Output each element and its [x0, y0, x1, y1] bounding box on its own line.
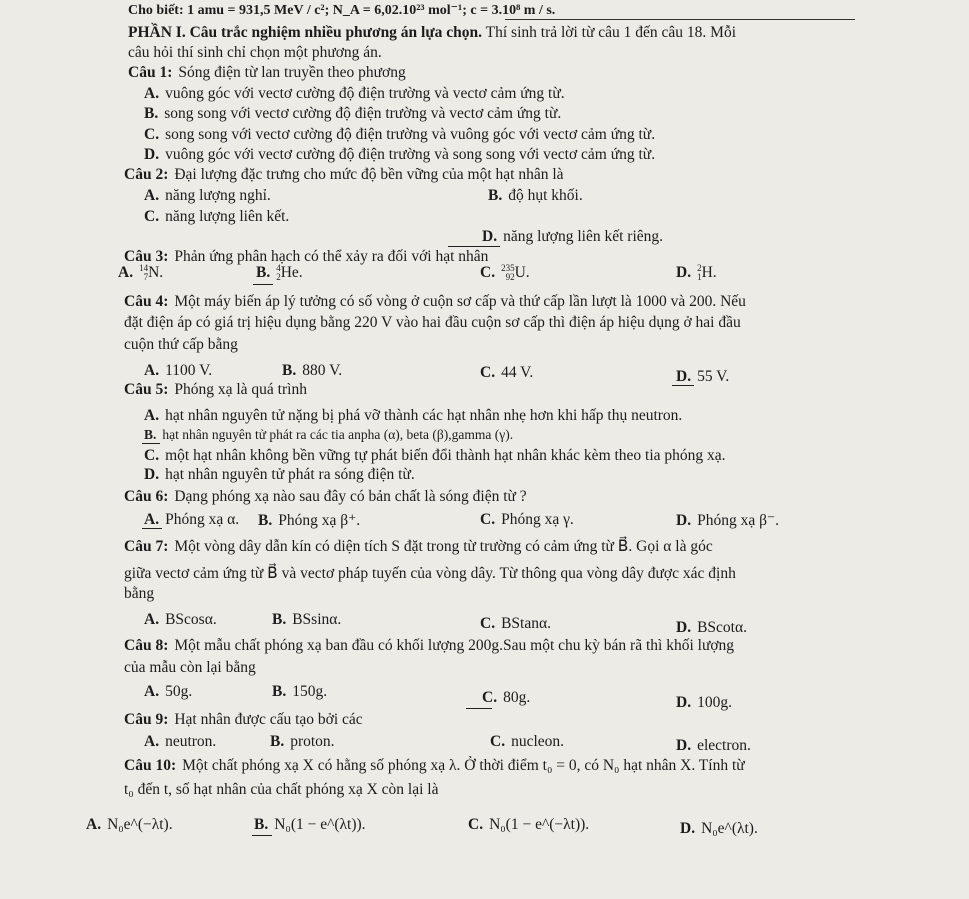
option-7c[interactable]: C. BStanα.: [480, 615, 551, 632]
option-3a[interactable]: A. 14 7N.: [118, 263, 164, 283]
question-number: Câu 4:: [124, 293, 169, 310]
option-7a[interactable]: A. BScosα.: [144, 611, 217, 628]
question-text: Phóng xạ là quá trình: [174, 381, 307, 398]
option-3b[interactable]: B. 4 2He.: [256, 263, 303, 283]
constants-line: Cho biết: 1 amu = 931,5 MeV / c²; N_A = 6,02.10²³ mol⁻¹; c = 3.10⁸ m / s.: [128, 3, 556, 18]
option-1a[interactable]: A. vuông góc với vectơ cường độ điện trường và vectơ cảm ứng từ.: [144, 85, 565, 102]
question-text-2: của mẫu còn lại bằng: [124, 659, 256, 676]
question-number: Câu 6:: [124, 488, 169, 505]
option-1d[interactable]: D. vuông góc với vectơ cường độ điện trường và song song với vectơ cảm ứng từ.: [144, 146, 656, 163]
option-8a[interactable]: A. 50g.: [144, 683, 193, 700]
answer-underline: [253, 284, 273, 285]
question-1: [128, 64, 406, 82]
question-4: [124, 293, 746, 311]
part-intro-1: Thí sinh trả lời từ câu 1 đến câu 18. Mỗi: [485, 24, 736, 41]
question-number: Câu 3:: [124, 248, 169, 265]
option-2c[interactable]: C. năng lượng liên kết.: [144, 208, 290, 225]
question-number: Câu 9:: [124, 711, 169, 728]
option-2d[interactable]: D. năng lượng liên kết riêng.: [482, 228, 664, 245]
option-2b[interactable]: B. độ hụt khối.: [488, 187, 583, 204]
question-text-2: t₀ đến t, số hạt nhân của chất phóng xạ X còn lại là: [124, 781, 439, 798]
option-5a[interactable]: A. hạt nhân nguyên tử nặng bị phá vỡ thành các hạt nhân nhẹ hơn khi hấp thụ neutron.: [144, 407, 683, 424]
option-5d[interactable]: D. hạt nhân nguyên tử phát ra sóng điện từ.: [144, 466, 415, 483]
question-8: [124, 637, 734, 655]
answer-underline: [142, 443, 160, 444]
question-text-1: Một máy biến áp lý tưởng có số vòng ở cuộn sơ cấp và thứ cấp lần lượt là 1000 và 200. Nếu: [174, 293, 746, 310]
question-6: [124, 488, 527, 506]
question-number: Câu 5:: [124, 381, 169, 398]
option-10d[interactable]: D. N₀e^(λt).: [680, 820, 758, 837]
option-6d[interactable]: D. Phóng xạ β⁻.: [676, 512, 780, 529]
option-4a[interactable]: A. 1100 V.: [144, 362, 213, 379]
option-8b[interactable]: B. 150g.: [272, 683, 328, 700]
question-7: [124, 537, 713, 556]
part-title: PHẦN I. Câu trắc nghiệm nhiều phương án lựa chọn.: [128, 24, 483, 41]
question-text: Dạng phóng xạ nào sau đây có bản chất là sóng điện từ ?: [174, 488, 527, 505]
question-number: Câu 10:: [124, 757, 177, 774]
question-text: Đại lượng đặc trưng cho mức độ bền vững của một hạt nhân là: [174, 166, 564, 183]
question-text: Phản ứng phân hạch có thể xảy ra đối với hạt nhân: [174, 248, 489, 265]
option-7b[interactable]: B. BSsinα.: [272, 611, 342, 628]
question-text-1: Một mẫu chất phóng xạ ban đầu có khối lượng 200g.Sau một chu kỳ bán rã thì khối lượng: [174, 637, 735, 654]
question-text-1: Một vòng dây dẫn kín có diện tích S đặt trong từ trường có cảm ứng từ B⃗. Gọi α là góc: [174, 538, 713, 555]
option-3d[interactable]: D. 2 1H.: [676, 263, 717, 283]
question-number: Câu 8:: [124, 637, 169, 654]
answer-underline: [448, 246, 500, 247]
question-text-2: giữa vectơ cảm ứng từ B⃗ và vectơ pháp tuyến của vòng dây. Từ thông qua vòng dây được xác định: [124, 565, 736, 582]
answer-underline: [672, 385, 694, 386]
question-2: [124, 166, 564, 184]
option-10a[interactable]: A. N₀e^(−λt).: [86, 816, 173, 833]
option-1c[interactable]: C. song song với vectơ cường độ điện trường và vuông góc với vectơ cảm ứng từ.: [144, 126, 656, 143]
option-8d[interactable]: D. 100g.: [676, 694, 732, 711]
option-6b[interactable]: B. Phóng xạ β⁺.: [258, 512, 361, 529]
option-3c[interactable]: C. 235 92U.: [480, 263, 530, 283]
option-6c[interactable]: C. Phóng xạ γ.: [480, 511, 574, 528]
question-text-3: cuộn thứ cấp bằng: [124, 336, 238, 353]
option-5c[interactable]: C. một hạt nhân không bền vững tự phát biến đổi thành hạt nhân khác kèm theo tia phóng xạ.: [144, 447, 726, 464]
question-text-1: Một chất phóng xạ X có hằng số phóng xạ λ. Ở thời điểm t₀ = 0, có N₀ hạt nhân X. Tính từ: [182, 757, 745, 774]
part-heading: [128, 24, 736, 42]
question-text: Hạt nhân được cấu tạo bởi các: [174, 711, 363, 728]
question-number: Câu 7:: [124, 538, 169, 555]
option-2a[interactable]: A. năng lượng nghỉ.: [144, 187, 271, 204]
option-9c[interactable]: C. nucleon.: [490, 733, 565, 750]
answer-underline: [142, 528, 162, 529]
question-5: [124, 381, 307, 399]
question-text-3: bằng: [124, 585, 155, 602]
option-4b[interactable]: B. 880 V.: [282, 362, 343, 379]
question-number: Câu 2:: [124, 166, 169, 183]
header-rule: [505, 19, 855, 20]
option-10c[interactable]: C. N₀(1 − e^(−λt)).: [468, 816, 590, 833]
question-9: [124, 711, 363, 729]
question-text-2: đặt điện áp có giá trị hiệu dụng bằng 220 V vào hai đầu cuộn sơ cấp thì điện áp hiệu dụng ở hai đầu: [124, 314, 741, 331]
question-number: Câu 1:: [128, 64, 173, 81]
part-intro-2: câu hỏi thí sinh chỉ chọn một phương án.: [128, 44, 382, 61]
question-10: [124, 757, 745, 775]
option-9d[interactable]: D. electron.: [676, 737, 751, 754]
question-3: [124, 248, 488, 266]
option-8c[interactable]: C. 80g.: [482, 689, 531, 706]
option-9b[interactable]: B. proton.: [270, 733, 335, 750]
answer-underline: [252, 835, 272, 836]
option-4c[interactable]: C. 44 V.: [480, 364, 534, 381]
question-text: Sóng điện từ lan truyền theo phương: [178, 64, 406, 81]
option-7d[interactable]: D. BScotα.: [676, 619, 747, 636]
answer-underline: [466, 708, 492, 709]
option-4d[interactable]: D. 55 V.: [676, 368, 730, 385]
option-1b[interactable]: B. song song với vectơ cường độ điện trường và vectơ cảm ứng từ.: [144, 105, 562, 122]
option-10b[interactable]: B. N₀(1 − e^(λt)).: [254, 816, 366, 833]
option-9a[interactable]: A. neutron.: [144, 733, 217, 750]
option-6a[interactable]: A. Phóng xạ α.: [144, 511, 240, 528]
option-5b[interactable]: B. hạt nhân nguyên tử phát ra các tia anpha (α), beta (β),gamma (γ).: [144, 427, 514, 442]
